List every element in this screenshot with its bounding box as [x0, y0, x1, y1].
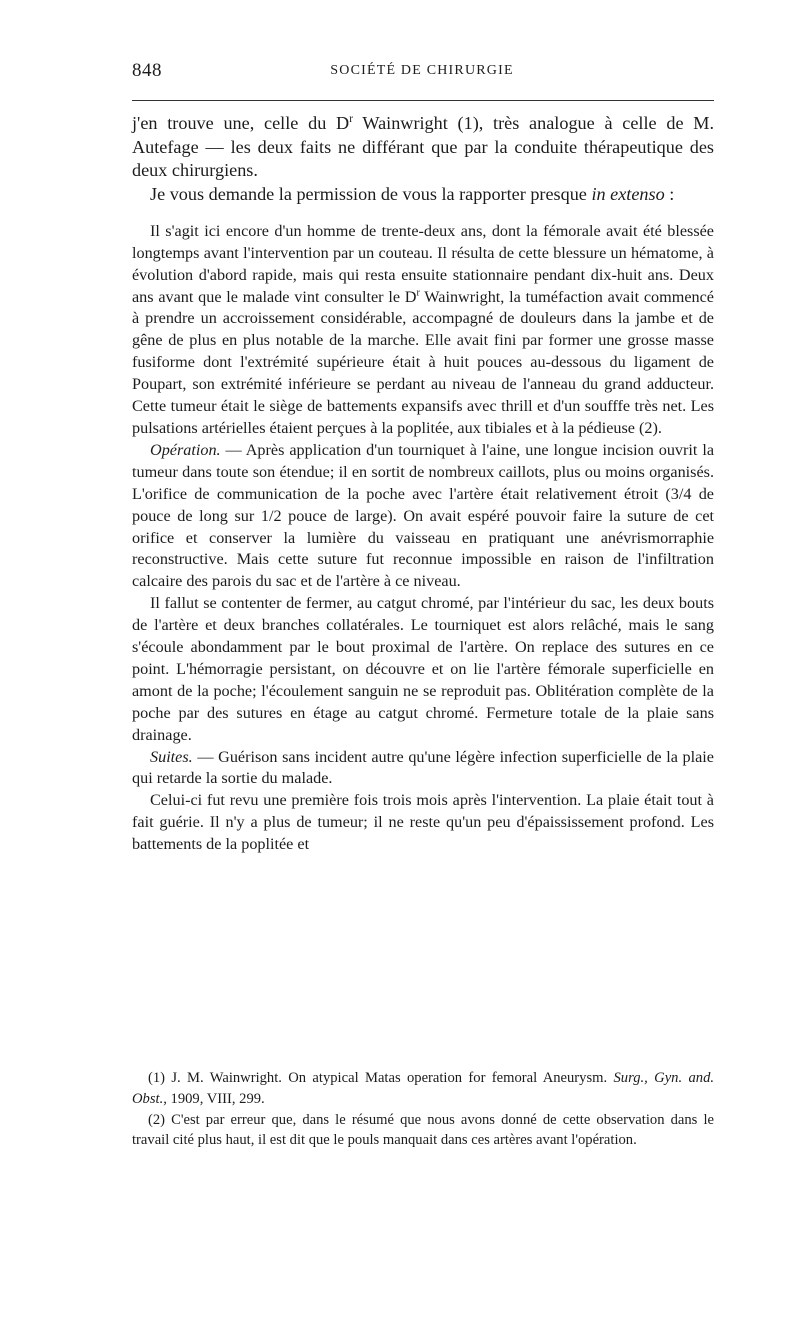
paragraph-request: Je vous demande la permission de vous la rapporter presque in extenso : [150, 184, 675, 205]
paragraph-follow-up: Celui-ci fut revu une première fois trois mois après l'intervention. La plaie était tout à fait guérie. Il n'y a plus de tumeur; il ne reste qu'un peu d'épaississement profond. Les battements de la poplitée et [132, 791, 714, 854]
paragraph-outcome: Suites. — Guérison sans incident autre qu'une légère infection superficielle de la plaie qui retarde la sortie du malade. [132, 747, 714, 788]
main-text [132, 112, 714, 856]
paragraph-intro: j'en trouve une, celle du $D^r$ Wainwright (1), très analogue à celle de M. Autefage — les deux faits ne différant que par la conduite thérapeutique des deux chirurgiens. [132, 112, 714, 181]
header-rule [132, 100, 714, 101]
running-title: SOCIÉTÉ DE CHIRURGIE [330, 63, 514, 78]
section-label-operation: Opération. [150, 440, 221, 459]
page-number: 848 [132, 60, 162, 81]
section-label-suites: Suites. [150, 747, 193, 766]
footnote-1: (1) J. M. Wainwright. On atypical Matas operation for femoral Aneurysm. Surg., Gyn. and. Obst., 1909, VIII, 299. [132, 1070, 715, 1107]
paragraph-sutures: Il fallut se contenter de fermer, au catgut chromé, par l'intérieur du sac, les deux bouts de l'artère et deux branches collatérales. Le tourniquet est alors relâché, mais le sang s'écoule abondamment par le bout proximal de l'artère. On replace des sutures en ce point. L'hémorragie persistant, on découvre et on lie l'artère fémorale superficielle en amont de la poche; l'écoulement sanguin ne se reproduit pas. Oblitération complète de la poche par des sutures en étage au catgut chromé. Fermeture totale de la plaie sans drainage. [132, 594, 714, 744]
paragraph-case-history: Il s'agit ici encore d'un homme de trente-deux ans, dont la fémorale avait été blessée longtemps avant l'intervention par un couteau. Il résulta de cette blessure un hématome, à évolution d'abord rapide, mais qui resta ensuite stationnaire pendant dix-huit ans. Deux ans avant que le malade vint consulter le $D^r$ Wainwright, la tuméfaction avait commencé à prendre un accroissement considérable, accompagné de douleurs dans la jambe et de gêne de plus en plus notable de la marche. Elle avait fini par former une grosse masse fusiforme dont l'extrémité supérieure était à huit pouces au-dessous du ligament de Poupart, son extrémité inférieure se perdant au niveau de l'anneau du grand adducteur. Cette tumeur était le siège de battements expansifs avec thrill et d'un soufffe très net. Les pulsations artérielles étaient perçues à la poplitée, aux tibiales et à la pédieuse (2). [132, 221, 714, 437]
paragraph-operation: Opération. — Après application d'un tourniquet à l'aine, une longue incision ouvrit la tumeur dans toute son étendue; il en sortit de nombreux caillots, plus ou moins organisés. L'orifice de communication de la poche avec l'artère était relativement étroit (3/4 de pouce de long sur 1/2 pouce de large). On avait espéré pouvoir faire la suture de cet orifice et conserver la lumière du vaisseau en pratiquant une anévrismorraphie reconstructive. Mais cette suture fut reconnue impossible en raison de l'infiltration calcaire des parois du sac et de l'artère à ce niveau. [132, 440, 714, 591]
footnote-2: (2) C'est par erreur que, dans le résumé que nous avons donné de cette observation dans le travail cité plus haut, il est dit que le pouls manquait dans ces artères avant l'opération. [132, 1111, 714, 1149]
page-header [132, 56, 712, 86]
footnotes [132, 1068, 714, 1151]
